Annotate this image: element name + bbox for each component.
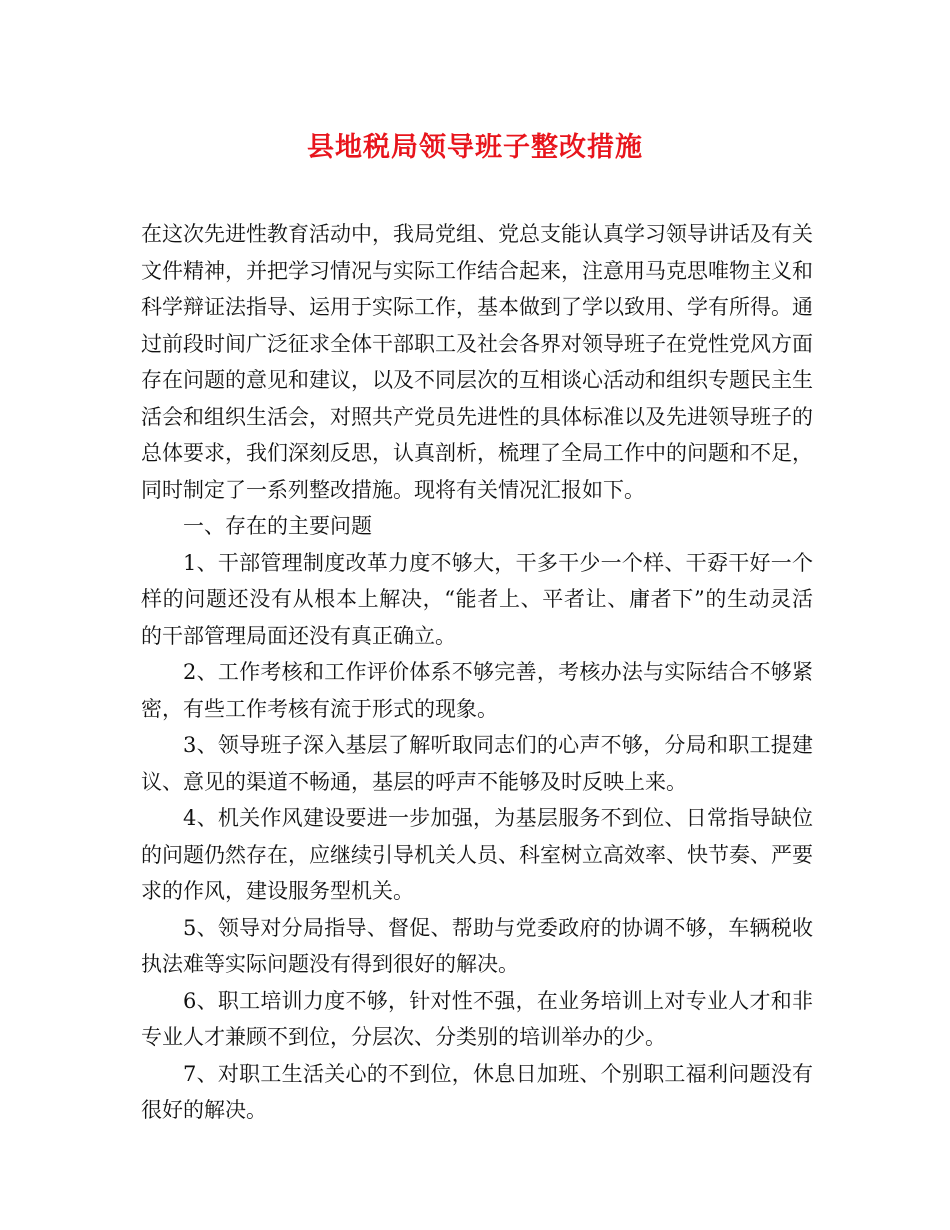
section-heading: 一、存在的主要问题 (183, 514, 372, 538)
problem-item-7: 7、对职工生活关心的不到位，休息日加班、个别职工福利问题没有很好的解决。 (141, 1061, 813, 1122)
problem-item-6: 6、职工培训力度不够，针对性不强，在业务培训上对专业人才和非专业人才兼顾不到位，分层次、分类别的培训举办的少。 (141, 988, 813, 1049)
intro-paragraph: 在这次先进性教育活动中，我局党组、党总支能认真学习领导讲话及有关文件精神，并把学习情况与实际工作结合起来，注意用马克思唯物主义和科学辩证法指导、运用于实际工作，基本做到了学以致用、学有所得。通过前段时间广泛征求全体干部职工及社会各界对领导班子在党性党风方面存在问题的意见和建议，以及不同层次的互相谈心活动和组织专题民主生活会和组织生活会，对照共产党员先进性的具体标准以及先进领导班子的总体要求，我们深刻反思，认真剖析，梳理了全局工作中的问题和不足，同时制定了一系列整改措施。现将有关情况汇报如下。 (141, 222, 813, 502)
document-body (141, 216, 813, 1129)
problem-item-5: 5、领导对分局指导、督促、帮助与党委政府的协调不够，车辆税收执法难等实际问题没有得到很好的解决。 (141, 915, 813, 976)
problem-item-1: 1、干部管理制度改革力度不够大，干多干少一个样、干孬干好一个样的问题还没有从根本上解决，“能者上、平者让、庸者下”的生动灵活的干部管理局面还没有真正确立。 (141, 550, 813, 648)
problem-item-2: 2、工作考核和工作评价体系不够完善，考核办法与实际结合不够紧密，有些工作考核有流于形式的现象。 (141, 660, 813, 721)
problem-item-4: 4、机关作风建设要进一步加强，为基层服务不到位、日常指导缺位的问题仍然存在，应继续引导机关人员、科室树立高效率、快节奏、严要求的作风，建设服务型机关。 (141, 806, 813, 903)
document-title: 县地税局领导班子整改措施 (307, 132, 643, 163)
problem-item-3: 3、领导班子深入基层了解听取同志们的心声不够，分局和职工提建议、意见的渠道不畅通，基层的呼声不能够及时反映上来。 (141, 733, 813, 794)
